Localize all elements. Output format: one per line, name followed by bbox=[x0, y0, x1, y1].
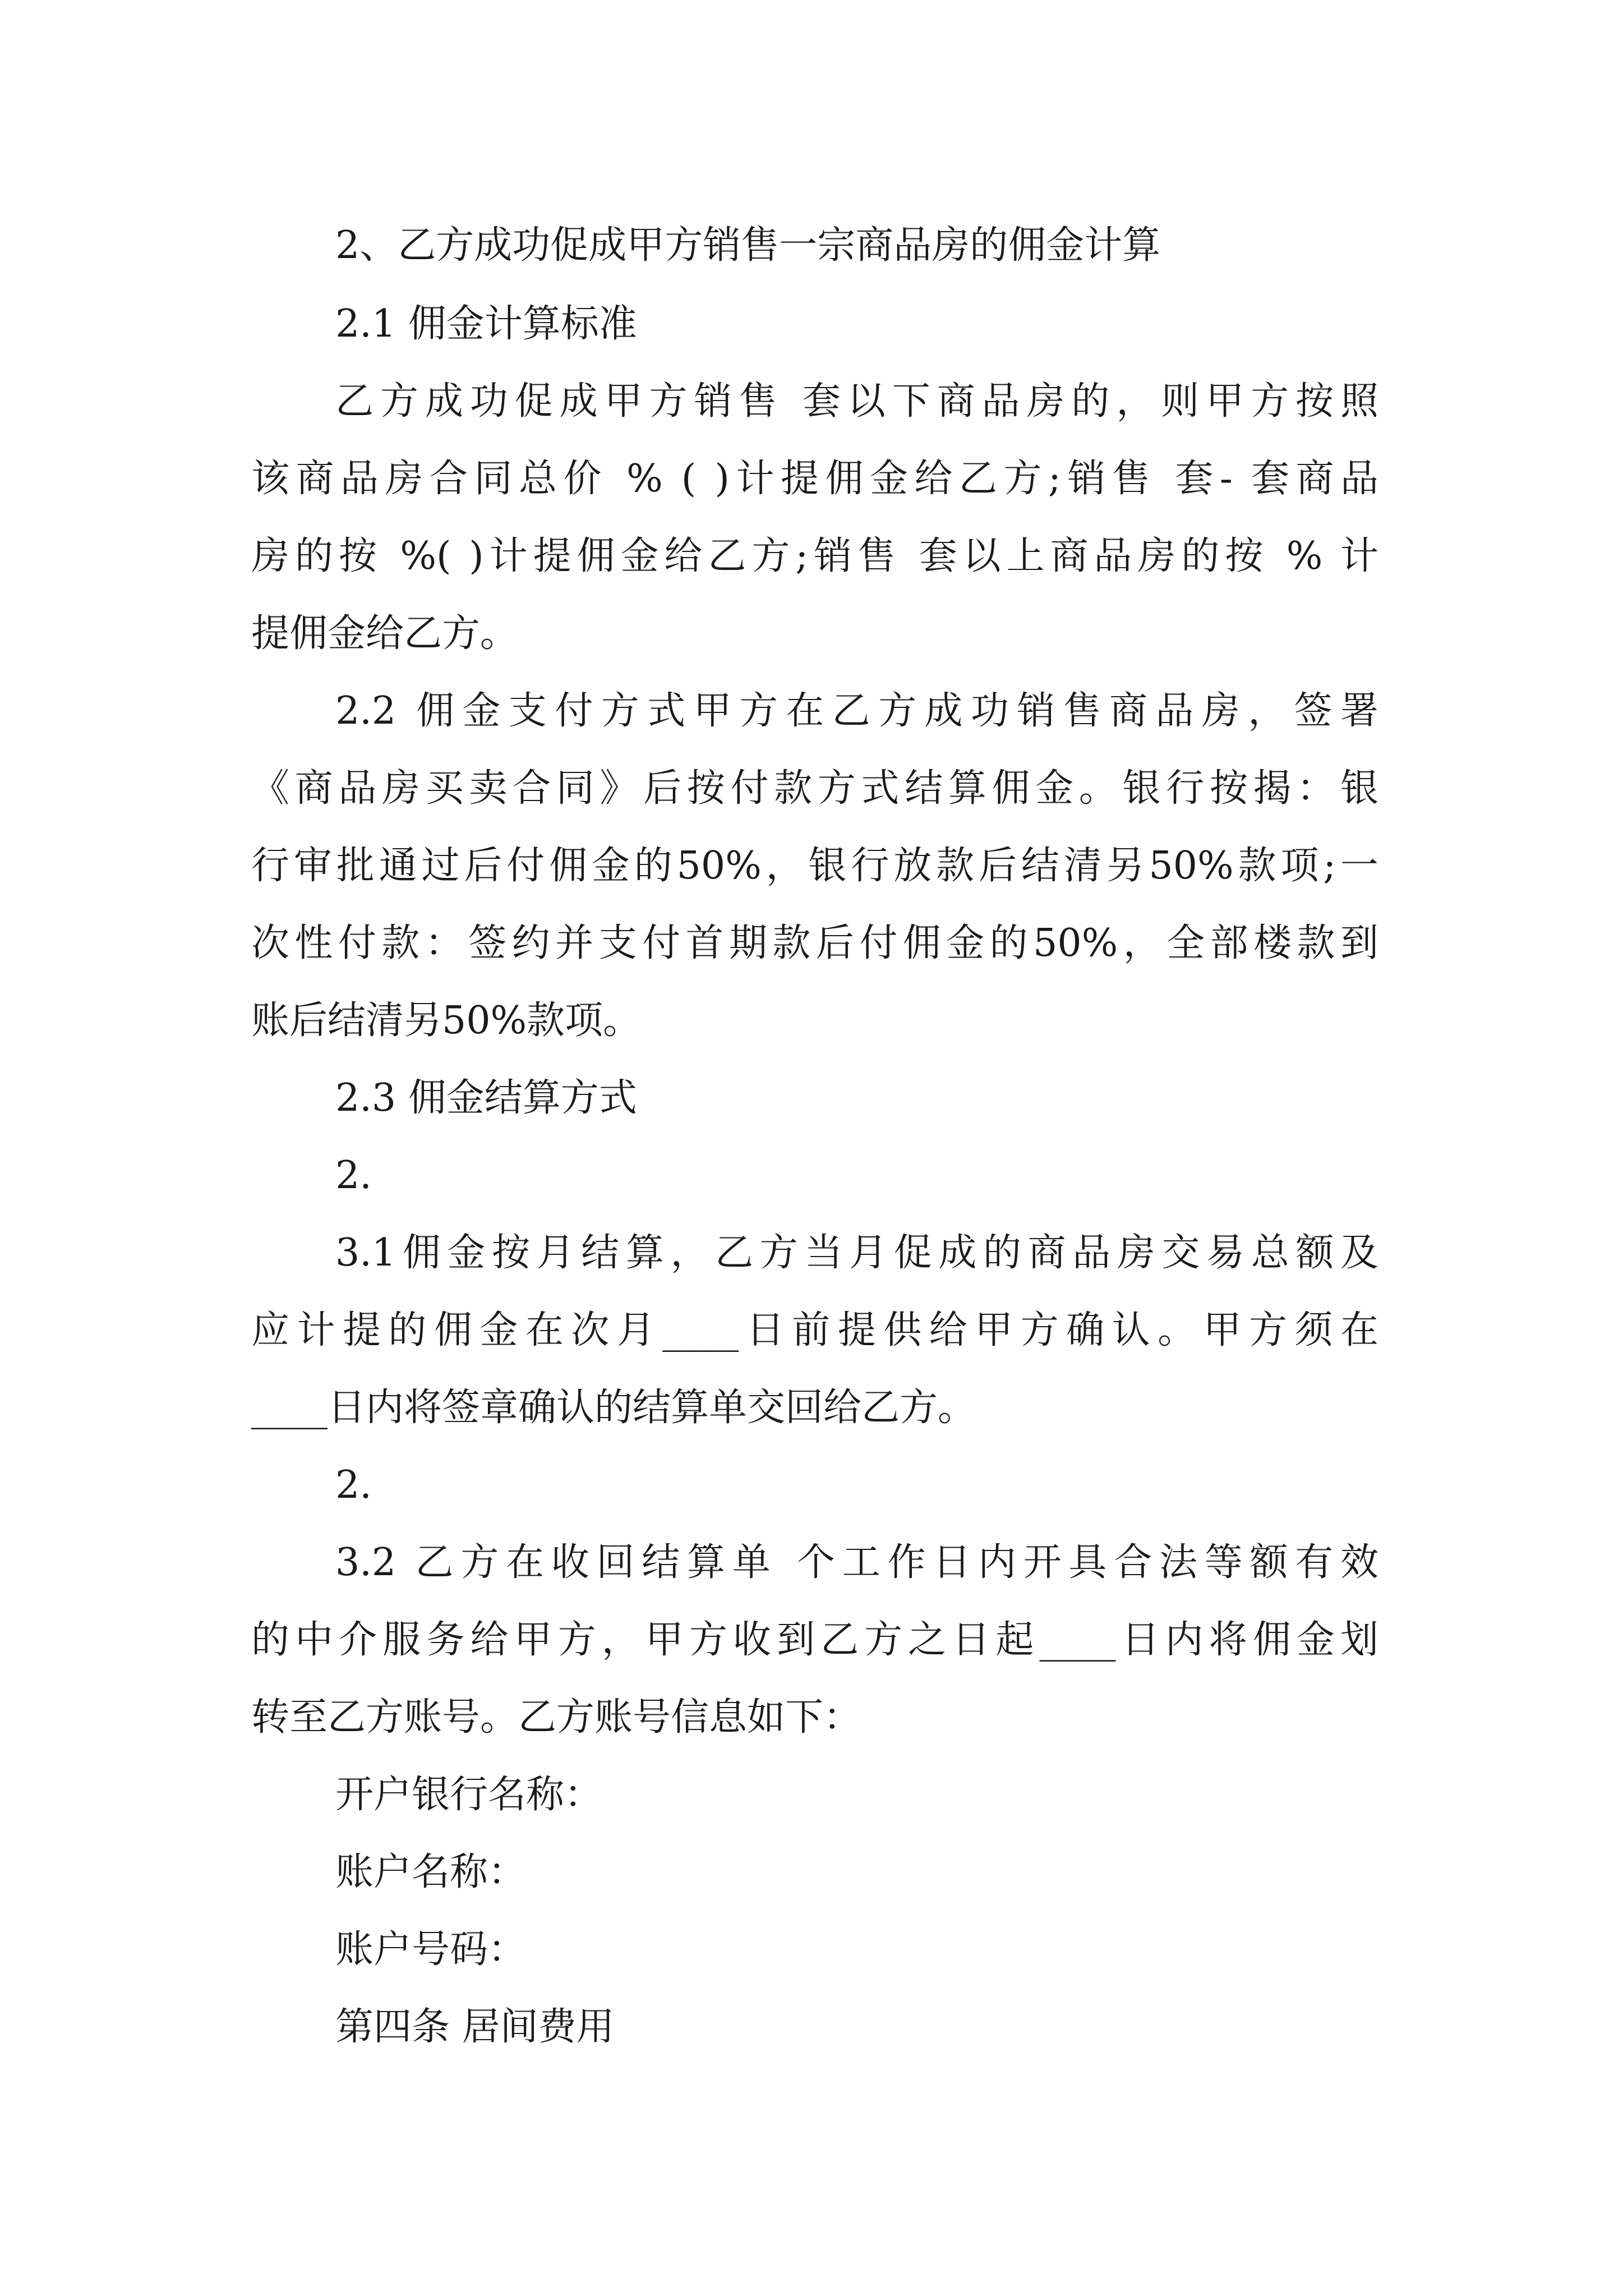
paragraph-line: 提佣金给乙方。 bbox=[251, 611, 519, 656]
paragraph-line: 行审批通过后付佣金的50%，银行放款后结清另50%款项;一 bbox=[251, 844, 1378, 888]
subheading-commission-standard: 2.1 佣金计算标准 bbox=[335, 302, 637, 346]
paragraph-line: 3.2 乙方在收回结算单 个工作日内开具合法等额有效 bbox=[335, 1540, 1378, 1585]
account-number-label: 账户号码： bbox=[335, 1927, 527, 1972]
paragraph-line: 次性付款：签约并支付首期款后付佣金的50%，全部楼款到 bbox=[251, 921, 1378, 965]
clause-number: 2. bbox=[335, 1463, 372, 1507]
bank-name-label: 开户银行名称： bbox=[335, 1773, 603, 1817]
paragraph-line: 该商品房合同总价 % ( )计提佣金给乙方;销售 套- 套商品 bbox=[251, 457, 1378, 501]
paragraph-line: 转至乙方账号。乙方账号信息如下： bbox=[251, 1695, 862, 1740]
paragraph-line: 的中介服务给甲方，甲方收到乙方之日起____日内将佣金划 bbox=[251, 1618, 1378, 1662]
paragraph-line: 《商品房买卖合同》后按付款方式结算佣金。银行按揭：银 bbox=[251, 766, 1378, 811]
clause-number: 2. bbox=[335, 1153, 372, 1198]
paragraph-line: ____日内将签章确认的结算单交回给乙方。 bbox=[251, 1386, 976, 1430]
paragraph-line: 乙方成功促成甲方销售 套以下商品房的，则甲方按照 bbox=[335, 379, 1378, 424]
paragraph-line: 2.2 佣金支付方式甲方在乙方成功销售商品房，签署 bbox=[335, 689, 1378, 733]
subheading-settlement-method: 2.3 佣金结算方式 bbox=[335, 1076, 637, 1120]
paragraph-line: 账后结清另50%款项。 bbox=[251, 999, 642, 1043]
paragraph-line: 3.1佣金按月结算，乙方当月促成的商品房交易总额及 bbox=[335, 1231, 1378, 1275]
article-four-heading: 第四条 居间费用 bbox=[335, 2005, 615, 2049]
section-heading-commission-calculation: 2、乙方成功促成甲方销售一宗商品房的佣金计算 bbox=[335, 223, 1161, 268]
paragraph-line: 应计提的佣金在次月____日前提供给甲方确认。甲方须在 bbox=[251, 1308, 1378, 1352]
paragraph-line: 房的按 %( )计提佣金给乙方;销售 套以上商品房的按 % 计 bbox=[251, 534, 1378, 578]
account-name-label: 账户名称： bbox=[335, 1850, 527, 1894]
